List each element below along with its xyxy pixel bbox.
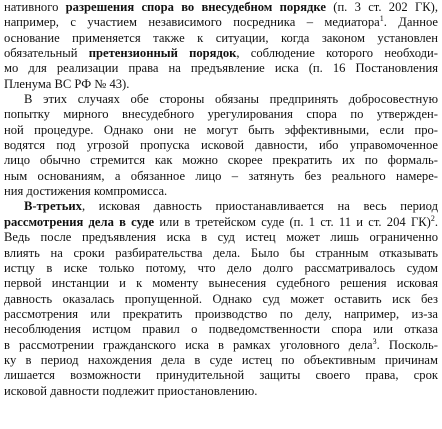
- text-line: [4, 61, 438, 76]
- text-run: попытку мирного внесудебного урегулирования спора по утвержден-: [4, 107, 438, 122]
- text-run: в рассмотрении гражданского иска в рамках уголовного дела: [4, 337, 373, 352]
- text-line: [4, 31, 438, 46]
- text-run: рассмотрения или прекратить производство по делу, например, из-за: [4, 306, 438, 321]
- text-line: [4, 292, 438, 307]
- text-line: [4, 368, 438, 383]
- text-run: . Посколь-: [376, 337, 438, 352]
- text-line: [4, 307, 438, 322]
- text-line: [4, 230, 438, 245]
- text-line: [4, 261, 438, 276]
- text-run: нативного: [4, 0, 66, 14]
- text-run: основание применяется также к ситуации, когда законом установлен: [4, 30, 438, 45]
- text-line: [4, 184, 438, 199]
- bold-term: разрешения спора во внесудебном порядке: [65, 0, 326, 14]
- text-run: несоблюдения истцом правил о подведомственности спора или отказа: [4, 322, 438, 337]
- text-line: [4, 138, 438, 153]
- text-run: давность оказалась пропущенной. Однако суд может оставить иск без: [4, 291, 438, 306]
- bold-term: рассмотрения дела в суде: [4, 214, 155, 229]
- footnote-marker: 2: [430, 214, 435, 223]
- text-line: [4, 353, 438, 368]
- text-line: [4, 276, 438, 291]
- text-run: , соблюдение которого необходи-: [236, 46, 438, 61]
- footnote-marker: 1: [379, 15, 384, 24]
- text-line: [4, 199, 438, 214]
- text-run: В этих случаях обе стороны обязаны предпринять добросовестную: [24, 92, 438, 107]
- text-run: обязательный: [4, 46, 89, 61]
- text-run: первой инстанции и к моменту вынесения судебного решения исковая: [4, 276, 438, 291]
- text-line: [4, 123, 438, 138]
- text-line: [4, 92, 438, 107]
- text-line: [4, 322, 438, 337]
- text-run: например, с участием независимого посредника – медиатора: [4, 15, 380, 30]
- text-line: [4, 169, 438, 184]
- text-line: [4, 46, 438, 61]
- text-run: водятся под угрозой пропуска исковой давности, ибо управомоченное: [4, 138, 438, 153]
- footnote-marker: 3: [372, 337, 377, 346]
- text-run: исковой давности подлежит приостановлению.: [4, 383, 258, 398]
- text-line: [4, 153, 438, 168]
- paragraph: [4, 199, 438, 398]
- text-run: Ведь после предъявления иска в суд истец может лишь ограниченно: [4, 230, 438, 245]
- text-run: Пленума ВС РФ № 43).: [4, 76, 130, 91]
- text-run: ным основаниям, а обязанное лицо – затянуть без реального намере-: [4, 168, 438, 183]
- text-run: ной процедуре. Однако они не могут быть эффективными, если про-: [4, 122, 438, 137]
- text-run: . Данное: [383, 15, 438, 30]
- text-line: [4, 215, 438, 230]
- bold-term: В-третьих: [24, 199, 82, 214]
- text-run: , исковая давность приостанавливается на весь период: [81, 199, 438, 214]
- text-line: [4, 15, 438, 30]
- text-run: ния достижения компромисса.: [4, 184, 168, 199]
- text-line: [4, 77, 438, 92]
- text-run: или в третейском суде (п. 1 ст. 11 и ст. 204 ГК): [154, 214, 431, 229]
- text-line: [4, 246, 438, 261]
- text-line: [4, 338, 438, 353]
- text-run: лишается возможности принудительной защиты своего права, срок: [4, 368, 438, 383]
- text-run: влиять на сроки разбирательства дела. Было бы странным отказывать: [4, 245, 438, 260]
- document-page: [4, 0, 438, 399]
- text-run: лицо обычно стремится как можно скорее прекратить их по формаль-: [4, 153, 438, 168]
- text-line: [4, 384, 438, 399]
- paragraph: [4, 0, 438, 92]
- bold-term: претензионный порядок: [88, 46, 237, 61]
- text-run: мо для реализации права на предъявление иска (п. 16 Постановления: [4, 61, 438, 76]
- paragraph: [4, 92, 438, 199]
- text-run: ку в период нахождения дела в суде истец по объективным причинам: [4, 352, 438, 367]
- text-run: (п. 3 ст. 202 ГК),: [325, 0, 438, 14]
- text-run: .: [434, 214, 438, 229]
- text-run: истцу в иске только потому, что дело долго рассматривалось судом: [4, 260, 438, 275]
- text-line: [4, 0, 438, 15]
- text-line: [4, 107, 438, 122]
